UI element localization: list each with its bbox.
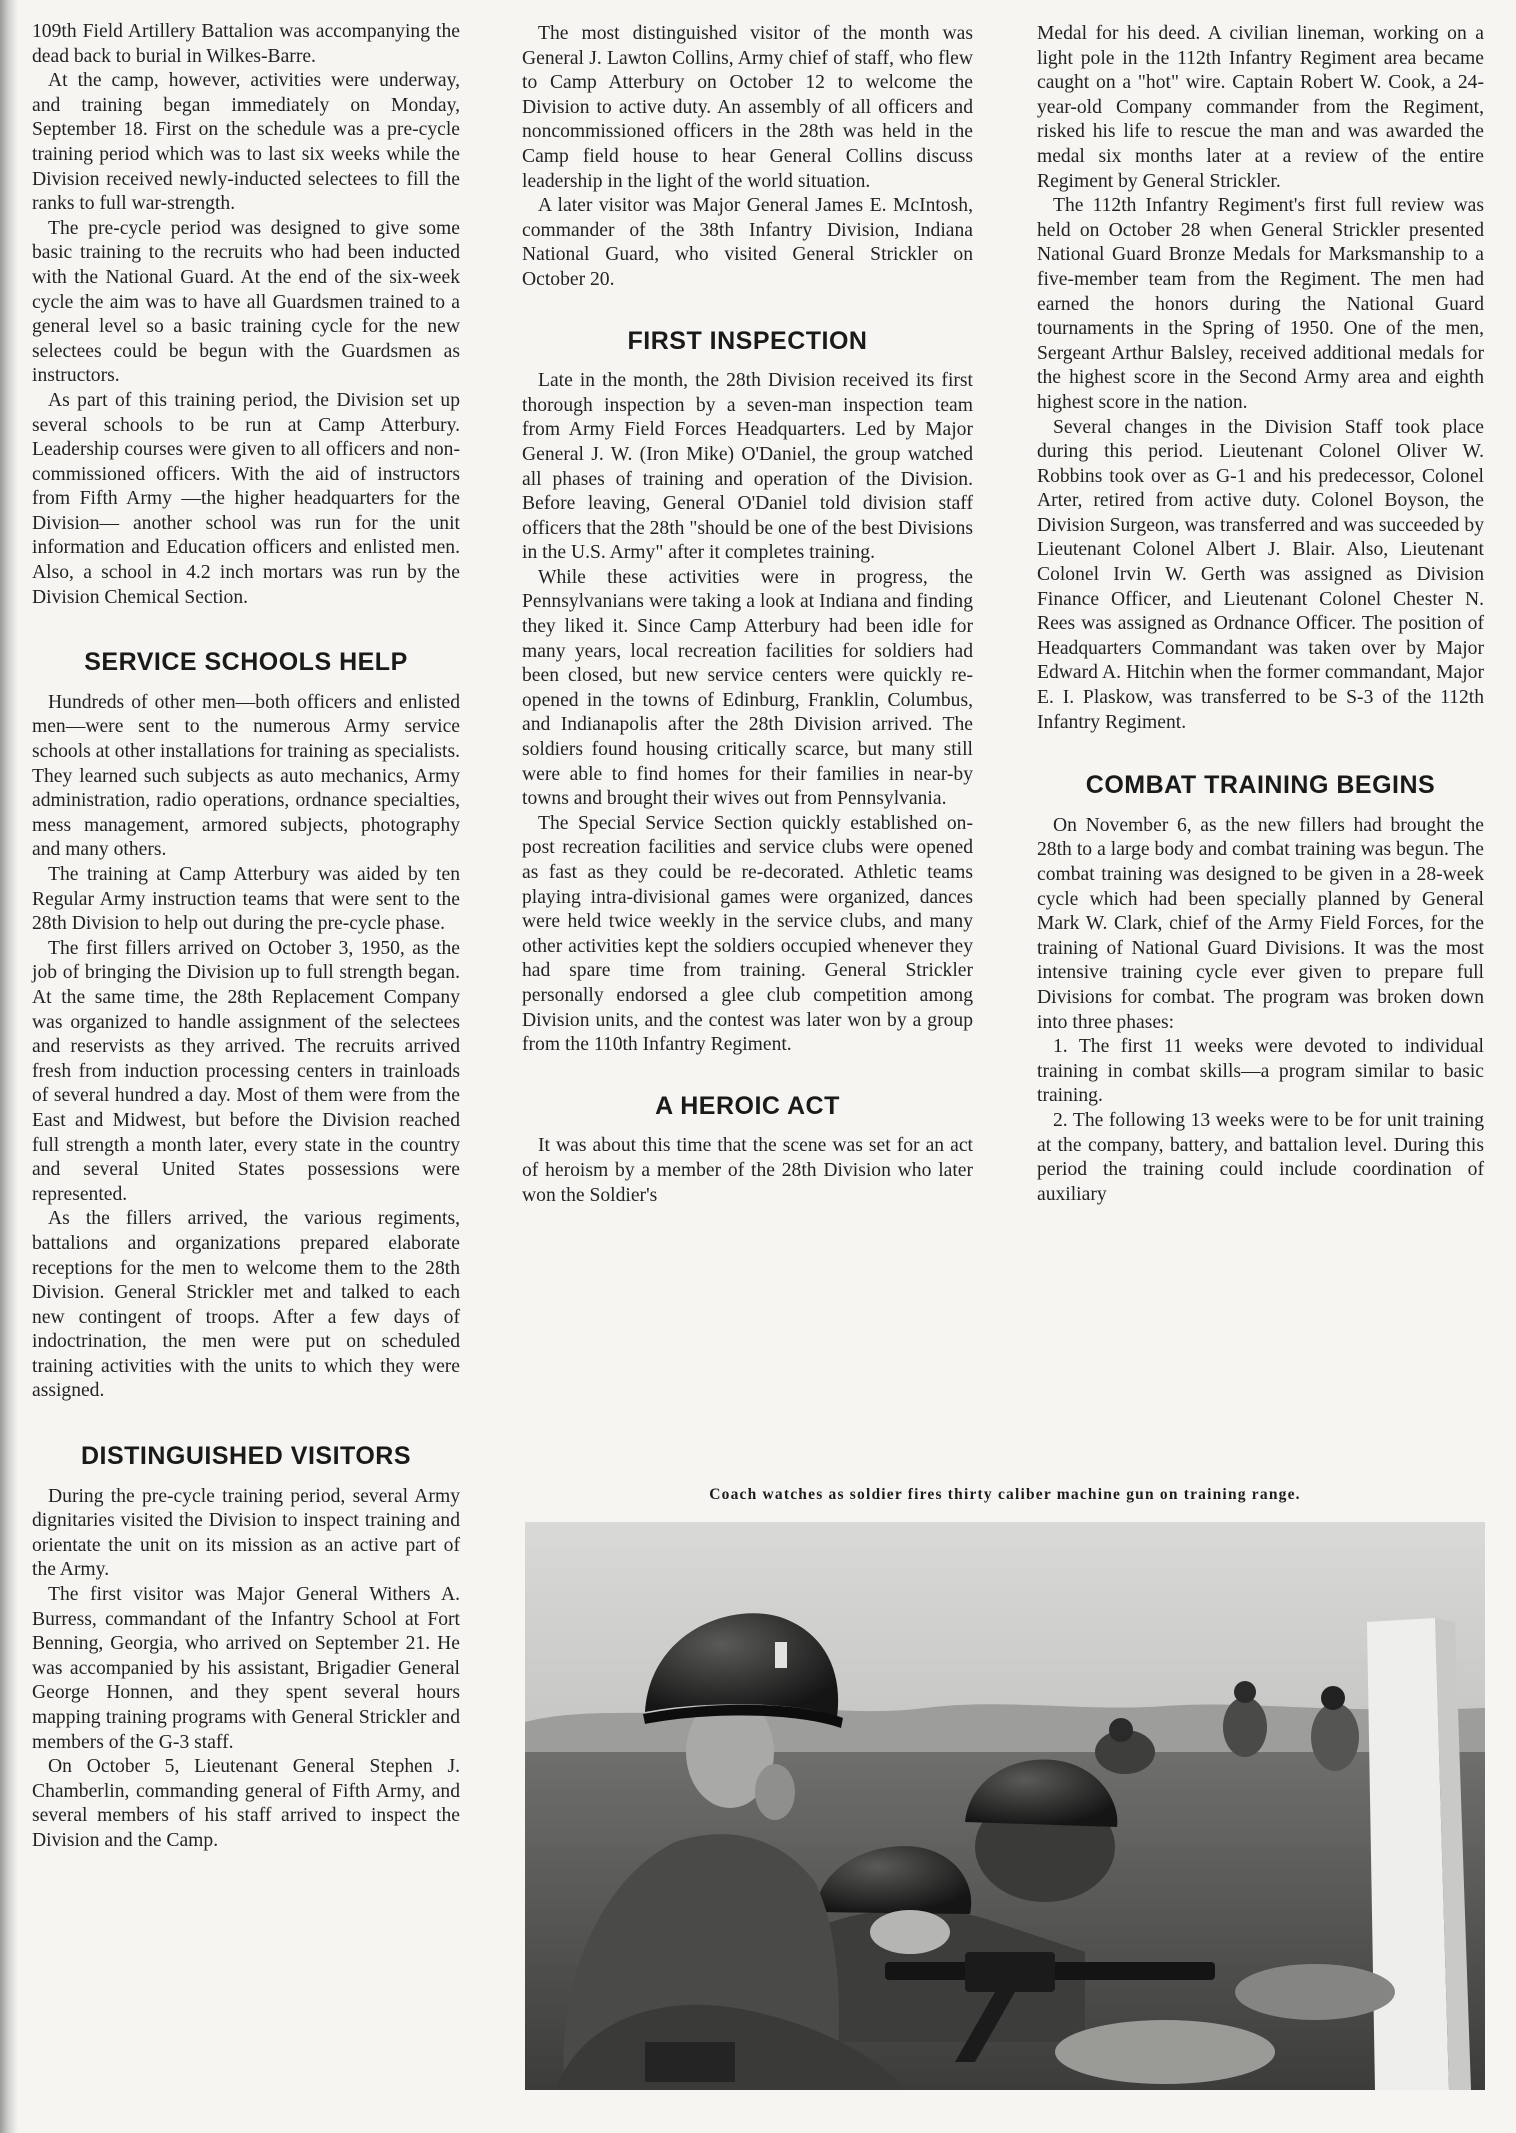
paragraph: The 112th Infantry Regiment's first full review was held on October 28 when General Strickler presented National Guard Bronze Medals for Marksmanship to a five-member team from the Regiment. The men had earned the honors during the National Guard tournaments in the Spring of 1950. One of the men, Sergeant Arthur Balsley, received additional medals for the highest score in the Second Army area and eighth highest score in the nation. xyxy=(1037,195,1484,413)
page-binding-shadow xyxy=(0,0,18,2133)
section-heading-combat-training: COMBAT TRAINING BEGINS xyxy=(1085,771,1436,800)
text-column-1 xyxy=(32,20,460,1854)
paragraph: The Special Service Section quickly established on-post recreation facilities and service clubs were opened as fast as they could be re-decorated. Athletic teams playing intra-divisional games were organized, dances were held twice weekly in the service clubs, and many other activities kept the soldiers occupied whenever they had spare time from training. General Strickler personally endorsed a glee club competition among Division units, and the contest was later won by a group from the 110th Infantry Regiment. xyxy=(522,812,973,1056)
paragraph: 2. The following 13 weeks were to be for unit training at the company, battery, and battalion level. During this period the training could include coordination of auxiliary xyxy=(1037,1109,1484,1205)
section-heading-heroic-act: A HEROIC ACT xyxy=(655,1091,840,1120)
paragraph: On October 5, Lieutenant General Stephen J. Chamberlin, commanding general of Fifth Army, and several members of his staff arrived to inspect the Division and the Camp. xyxy=(32,1756,460,1851)
paragraph: The most distinguished visitor of the month was General J. Lawton Collins, Army chief of staff, who flew to Camp Atterbury on October 12 to welcome the Division to active duty. An assembly of all officers and noncommissioned officers in the 28th was held in the Camp field house to hear General Collins discuss leadership in the light of the world situation. xyxy=(522,23,973,192)
paragraph: The first visitor was Major General Withers A. Burress, commandant of the Infantry School at Fort Benning, Georgia, who arrived on September 21. He was accompanied by his assistant, Brigadier General George Honnen, and they spent several hours mapping training programs with General Strickler and members of the G-3 staff. xyxy=(32,1584,460,1753)
paragraph: On November 6, as the new fillers had brought the 28th to a large body and combat training was begun. The combat training was designed to be given in a 28-week cycle which had been specially planned by General Mark W. Clark, chief of the Army Field Forces, for the training of National Guard Divisions. It was the most intensive training cycle ever given to prepare full Divisions for combat. The program was broken down into three phases: xyxy=(1037,814,1484,1033)
machine-gun-training-photo xyxy=(525,1522,1485,2090)
paragraph: Hundreds of other men—both officers and enlisted men—were sent to the numerous Army service schools at other installations for training as specialists. They learned such subjects as auto mechanics, Army administration, radio operations, ordnance specialties, mess management, armored subjects, photography and many others. xyxy=(32,691,460,861)
paragraph: It was about this time that the scene was set for an act of heroism by a member of the 28th Division who later won the Soldier's xyxy=(522,1135,973,1206)
paragraph: Late in the month, the 28th Division received its first thorough inspection by a seven-man inspection team from Army Field Forces Headquarters. Led by Major General J. W. (Iron Mike) O'Daniel, the group watched all phases of training and operation of the Division. Before leaving, General O'Daniel told division staff officers that the 28th "should be one of the best Divisions in the U.S. Army" after it completes training. xyxy=(522,370,973,564)
paragraph: Several changes in the Division Staff took place during this period. Lieutenant Colonel Oliver W. Robbins took over as G-1 and his predecessor, Colonel Arter, retired from active duty. Colonel Boyson, the Division Surgeon, was transferred and was succeeded by Lieutenant Colonel Albert J. Blair. Also, Lieutenant Colonel Irvin W. Gerth was assigned as Division Finance Officer, and Lieutenant Colonel Chester N. Rees was assigned as Ordnance Officer. The position of Headquarters Commandant was taken over by Major Edward A. Hitchin when the former commandant, Major E. I. Plaskow, was transferred to be S-3 of the 112th Infantry Regiment. xyxy=(1037,416,1484,733)
paragraph: The pre-cycle period was designed to give some basic training to the recruits who had been inducted with the National Guard. At the end of the six-week cycle the aim was to have all Guardsmen trained to a general level so a basic training cycle for the new selectees could be begun with the Guardsmen as instructors. xyxy=(32,217,460,387)
section-heading-distinguished-visitors: DISTINGUISHED VISITORS xyxy=(80,1442,412,1471)
section-heading-first-inspection: FIRST INSPECTION xyxy=(627,326,868,355)
paragraph: As part of this training period, the Division set up several schools to be run at Camp Atterbury. Leadership courses were given to all officers and non-commissioned officers. With the aid of instructors from Fifth Army —the higher headquarters for the Division— another school was run for the unit information and Education officers and enlisted men. Also, a school in 4.2 inch mortars was run by the Division Chemical Section. xyxy=(32,389,460,608)
section-heading-service-schools: SERVICE SCHOOLS HELP xyxy=(84,648,408,677)
paragraph: A later visitor was Major General James E. McIntosh, commander of the 38th Infantry Division, Indiana National Guard, who visited General Strickler on October 20. xyxy=(522,195,973,290)
photo-illustration xyxy=(525,1522,1485,2090)
paragraph: The first fillers arrived on October 3, 1950, as the job of bringing the Division up to full strength began. At the same time, the 28th Replacement Company was organized to handle assignment of the selectees and reservists as they arrived. The recruits arrived fresh from induction processing centers in trainloads of several hundred a day. Most of them were from the East and Midwest, but before the Division reached full strength a month later, every state in the country and several United States possessions were represented. xyxy=(32,937,460,1205)
paragraph: The training at Camp Atterbury was aided by ten Regular Army instruction teams that were sent to the 28th Division to help out during the pre-cycle phase. xyxy=(32,864,460,935)
text-column-2 xyxy=(522,22,973,1208)
paragraph: 1. The first 11 weeks were devoted to individual training in combat skills—a program similar to basic training. xyxy=(1037,1036,1484,1107)
paragraph: At the camp, however, activities were underway, and training began immediately on Monday, September 18. First on the schedule was a pre-cycle training period which was to last six weeks while the Division received newly-inducted selectees to fill the ranks to full war-strength. xyxy=(32,70,460,215)
paragraph: 109th Field Artillery Battalion was accompanying the dead back to burial in Wilkes-Barre. xyxy=(32,21,460,67)
photo-caption: Coach watches as soldier fires thirty caliber machine gun on training range. xyxy=(709,1486,1301,1503)
paragraph: As the fillers arrived, the various regiments, battalions and organizations prepared elaborate receptions for the men to welcome them to the 28th Division. General Strickler met and talked to each new contingent of troops. After a few days of indoctrination, the men were put on scheduled training activities with the units to which they were assigned. xyxy=(32,1208,460,1402)
paragraph: Medal for his deed. A civilian lineman, working on a light pole in the 112th Infantry Regiment area became caught on a "hot" wire. Captain Robert W. Cook, a 24-year-old Company commander from the Regiment, risked his life to rescue the man and was awarded the medal six months later at a review of the entire Regiment by General Strickler. xyxy=(1037,23,1484,192)
paragraph: During the pre-cycle training period, several Army dignitaries visited the Division to inspect training and orientate the unit on its mission as an active part of the Army. xyxy=(32,1485,460,1581)
paragraph: While these activities were in progress, the Pennsylvanians were taking a look at Indiana and finding they liked it. Since Camp Atterbury had been idle for many years, local recreation facilities for soldiers had been closed, but new service centers were quickly re-opened in the towns of Edinburg, Franklin, Columbus, and Indianapolis after the 28th Division arrived. The soldiers found housing critically scarce, but many still were able to find homes for their families in near-by towns and brought their wives out from Pennsylvania. xyxy=(522,566,973,810)
photo-figure xyxy=(525,1482,1485,2090)
text-column-3 xyxy=(1037,22,1484,1207)
